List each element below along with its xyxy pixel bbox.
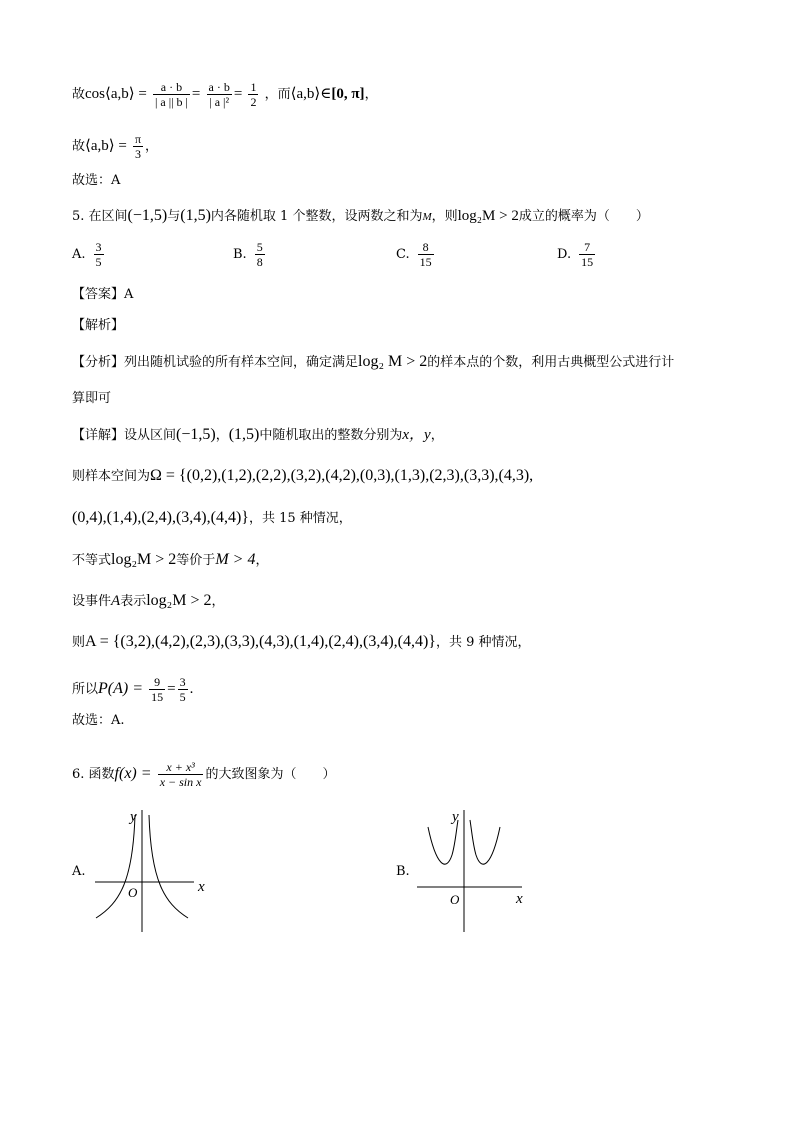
- axis-y-label: y: [452, 809, 459, 825]
- angle-equals: ⟨a,b⟩ =: [85, 138, 127, 154]
- detail-line: 【详解】设从区间(−1,5)，(1,5)中随机取出的整数分别为x，y，: [72, 426, 444, 443]
- cos-angle: cos⟨a,b⟩ =: [85, 86, 147, 102]
- event-a-set: A = {(3,2),(4,2),(2,3),(3,3),(4,3),(1,4),(2,4),(3,4),(4,4)}: [85, 633, 436, 650]
- interval-0-pi: [0, π]: [331, 86, 365, 102]
- axis-x-label: x: [516, 891, 523, 907]
- sample-space-set: Ω = {(0,2),(1,2),(2,2),(3,2),(4,2),(0,3),(1,3),(2,3),(3,3),(4,3),: [150, 467, 534, 484]
- line-cos-formula: 故cos⟨a,b⟩ = $\frac{a \cdot b}{| a || b |}$ = $\frac{a \cdot b}{\text{| a |²}}$ = $\frac{1}{2}$ ，而⟨a,b⟩∈[0, π]，: [72, 80, 378, 109]
- event-set-line: 则A = {(3,2),(4,2),(2,3),(3,3),(4,3),(1,4),(2,4),(3,4),(4,4)}，共 9 种情况，: [72, 633, 531, 650]
- question-6: 6. 函数f(x) = $\frac{\text{x + x³}}{\text{x − sin x}}$ 的大致图象为（ ）: [72, 760, 336, 789]
- question-5: 5. 在区间(−1,5)与(1,5)内各随机取 1 个整数，设两数之和为M，则log₂M > 2成立的概率为（ ）: [72, 207, 649, 224]
- axis-x-label: x: [198, 879, 205, 895]
- sample-space-line2: (0,4),(1,4),(2,4),(3,4),(4,4)}，共 15 种情况，: [72, 509, 352, 526]
- analysis-fenxi: 【分析】列出随机试验的所有样本空间，确定满足log₂ M > 2的样本点的个数，利用古典概型公式进行计: [72, 353, 675, 370]
- curve-right-branch: [149, 815, 188, 918]
- fraction-pi-over-3: $\frac{\pi}{3}$: [134, 132, 142, 161]
- origin-label: O: [450, 892, 460, 907]
- graph-a[interactable]: [90, 805, 220, 937]
- angle-range: ⟨a,b⟩∈: [290, 86, 332, 102]
- analysis-fenxi-cont: 算即可: [72, 391, 112, 406]
- origin-label: O: [128, 885, 138, 900]
- line-angle-result: 故⟨a,b⟩ = $\frac{\pi}{3}$ ，: [72, 132, 159, 161]
- text-prefix: 故: [72, 87, 86, 102]
- sample-space-line1: 则样本空间为Ω = {(0,2),(1,2),(2,2),(3,2),(4,2),(0,3),(1,3),(2,3),(3,3),(4,3),: [72, 467, 534, 484]
- axis-y-label: y: [130, 809, 137, 825]
- choice-c[interactable]: C. $\frac{8}{15}$: [396, 240, 432, 269]
- curve-left-branch: [428, 820, 458, 864]
- line-select-a: 故选：A: [72, 173, 121, 188]
- analysis-heading: 【解析】: [72, 318, 125, 333]
- answer-line: 【答案】A: [72, 287, 134, 302]
- fraction-dot-over-square: $\frac{a \cdot b}{\text{| a |²}}$: [208, 80, 230, 109]
- curve-right-branch: [470, 820, 500, 864]
- inequality-line: 不等式log₂M > 2等价于M > 4，: [72, 551, 269, 568]
- fraction-dot-over-norms: $\frac{a \cdot b}{| a || b |}$: [154, 80, 188, 109]
- choice-b[interactable]: B. $\frac{5}{8}$: [233, 240, 263, 269]
- choice-d[interactable]: D. $\frac{7}{15}$: [557, 240, 594, 269]
- probability-line: 所以P(A) = $\frac{9}{15}$ = $\frac{3}{5}$ .: [72, 675, 194, 704]
- line-select-a-final: 故选：A.: [72, 713, 125, 728]
- graph-b-label: B.: [396, 864, 410, 879]
- graph-a-label: A.: [72, 864, 86, 879]
- graph-b[interactable]: [412, 805, 542, 937]
- fraction-one-half: $\frac{1}{2}$: [250, 80, 257, 109]
- curve-left-branch: [96, 815, 135, 918]
- event-line: 设事件A表示log₂M > 2，: [72, 592, 225, 609]
- choice-a[interactable]: A. $\frac{3}{5}$: [72, 240, 102, 269]
